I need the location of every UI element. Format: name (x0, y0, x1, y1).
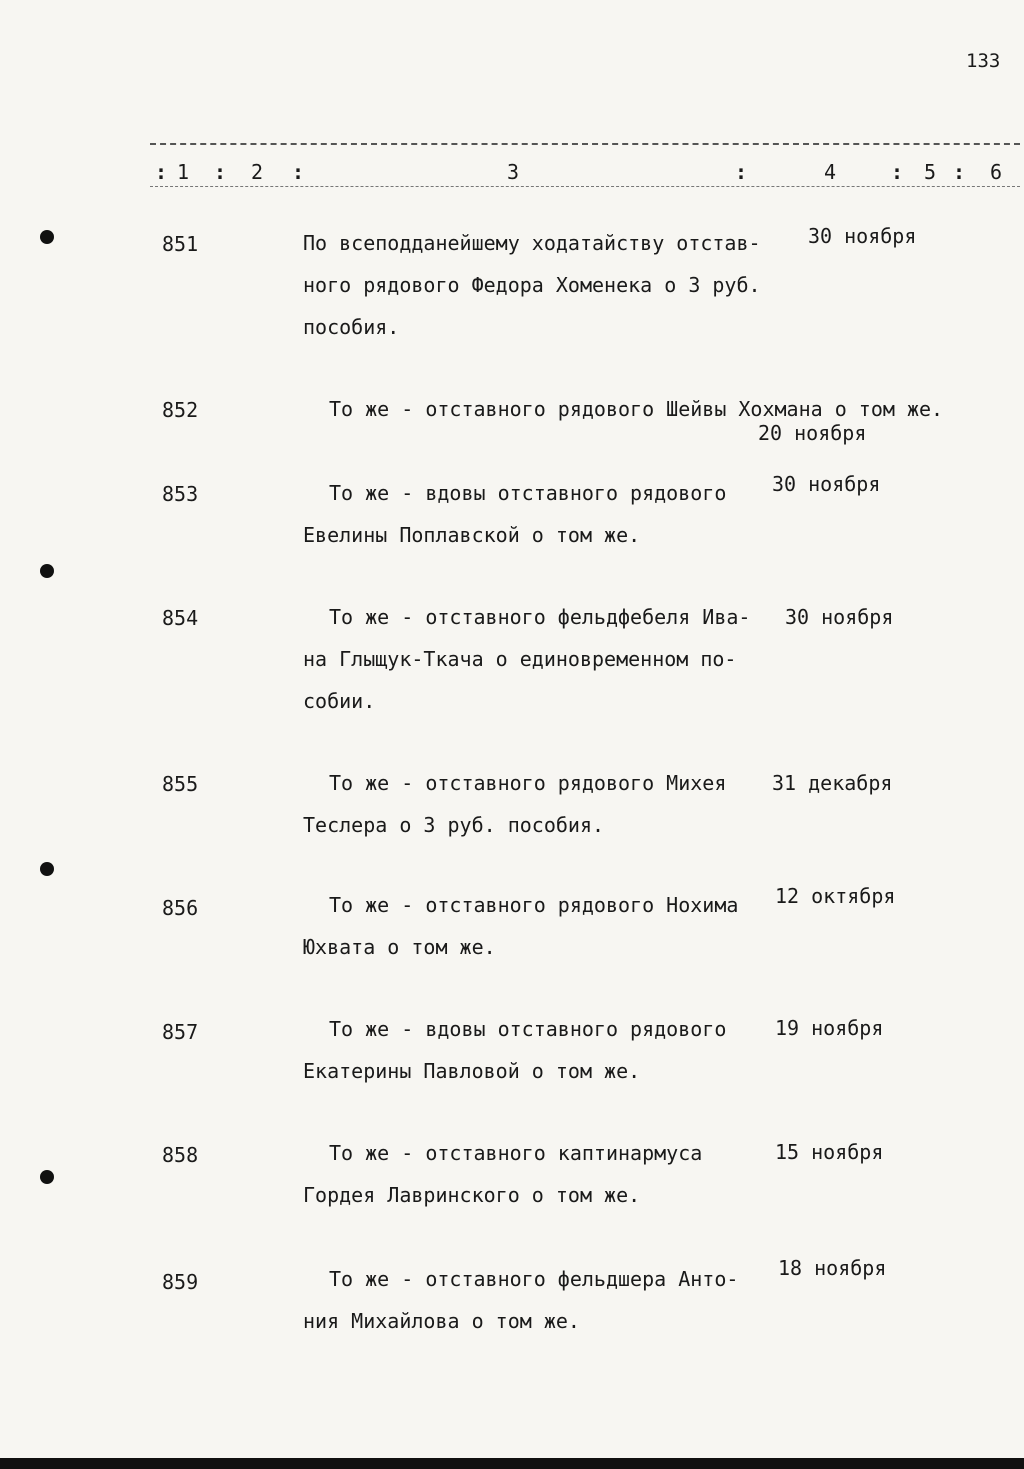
entry-number: 858 (162, 1143, 199, 1167)
entry-text (303, 472, 783, 556)
entry-number: 852 (162, 398, 199, 422)
entry-date: 15 ноября (775, 1140, 884, 1164)
column-header-6: 6 (990, 160, 1003, 184)
entry-text-line: пособия. (303, 315, 400, 339)
entry-text (303, 222, 783, 348)
column-separator: : (953, 160, 966, 184)
entry-text-line: на Глыщук-Ткача о единовременном по- (303, 647, 737, 671)
entry-date: 19 ноября (775, 1016, 884, 1040)
column-separator: : (292, 160, 305, 184)
entry-text (303, 388, 983, 430)
entry-text-line: собии. (303, 689, 376, 713)
column-separator: : (735, 160, 748, 184)
entry-date: 30 ноября (808, 224, 917, 248)
entry-text-line: То же - отставного каптинармуса (329, 1141, 703, 1165)
entry-text-line: По всеподданейшему ходатайству отстав- (303, 231, 761, 255)
binder-hole-mark (40, 564, 54, 578)
binder-hole-mark (40, 230, 54, 244)
entry-text-line: Теслера о 3 руб. пособия. (303, 813, 605, 837)
entry-text (303, 1008, 783, 1092)
entry-text-line: То же - вдовы отставного рядового (329, 481, 727, 505)
column-header-2: 2 (251, 160, 264, 184)
entry-date: 20 ноября (758, 421, 867, 445)
entry-text-line: Евелины Поплавской о том же. (303, 523, 641, 547)
binder-hole-mark (40, 1170, 54, 1184)
column-separator: : (155, 160, 168, 184)
entry-number: 855 (162, 772, 199, 796)
entry-date: 12 октября (775, 884, 896, 908)
header-rule-top (150, 143, 1020, 145)
entry-number: 851 (162, 232, 199, 256)
entry-text-line: ния Михайлова о том же. (303, 1309, 580, 1333)
column-separator: : (214, 160, 227, 184)
entry-number: 857 (162, 1020, 199, 1044)
entry-text (303, 1258, 783, 1342)
entry-text-line: То же - отставного рядового Нохима (329, 893, 739, 917)
binder-hole-mark (40, 862, 54, 876)
entry-date: 30 ноября (785, 605, 894, 629)
page-number: 133 (966, 50, 1001, 72)
entry-text-line: То же - отставного фельдфебеля Ива- (329, 605, 751, 629)
entry-number: 856 (162, 896, 199, 920)
entry-number: 859 (162, 1270, 199, 1294)
column-header-1: 1 (177, 160, 190, 184)
entry-text-line: То же - вдовы отставного рядового (329, 1017, 727, 1041)
entry-text-line: То же - отставного фельдшера Анто- (329, 1267, 739, 1291)
entry-date: 18 ноября (778, 1256, 887, 1280)
scan-edge-bar (0, 1458, 1024, 1469)
entry-text-line: То же - отставного рядового Михея (329, 771, 727, 795)
entry-text (303, 1132, 783, 1216)
header-rule-bottom (150, 186, 1020, 187)
entry-text (303, 762, 783, 846)
entry-text-line: То же - отставного рядового Шейвы Хохмана о том же. (329, 397, 944, 421)
entry-text-line: Гордея Лавринского о том же. (303, 1183, 641, 1207)
entry-text (303, 596, 783, 722)
column-header-4: 4 (824, 160, 837, 184)
entry-text (303, 884, 783, 968)
entry-text-line: ного рядового Федора Хоменека о 3 руб. (303, 273, 761, 297)
entry-date: 31 декабря (772, 771, 893, 795)
column-header-3: 3 (507, 160, 520, 184)
column-header-5: 5 (924, 160, 937, 184)
entry-text-line: Юхвата о том же. (303, 935, 496, 959)
entry-number: 854 (162, 606, 199, 630)
entry-text-line: Екатерины Павловой о том же. (303, 1059, 641, 1083)
entry-date: 30 ноября (772, 472, 881, 496)
column-separator: : (891, 160, 904, 184)
entry-number: 853 (162, 482, 199, 506)
